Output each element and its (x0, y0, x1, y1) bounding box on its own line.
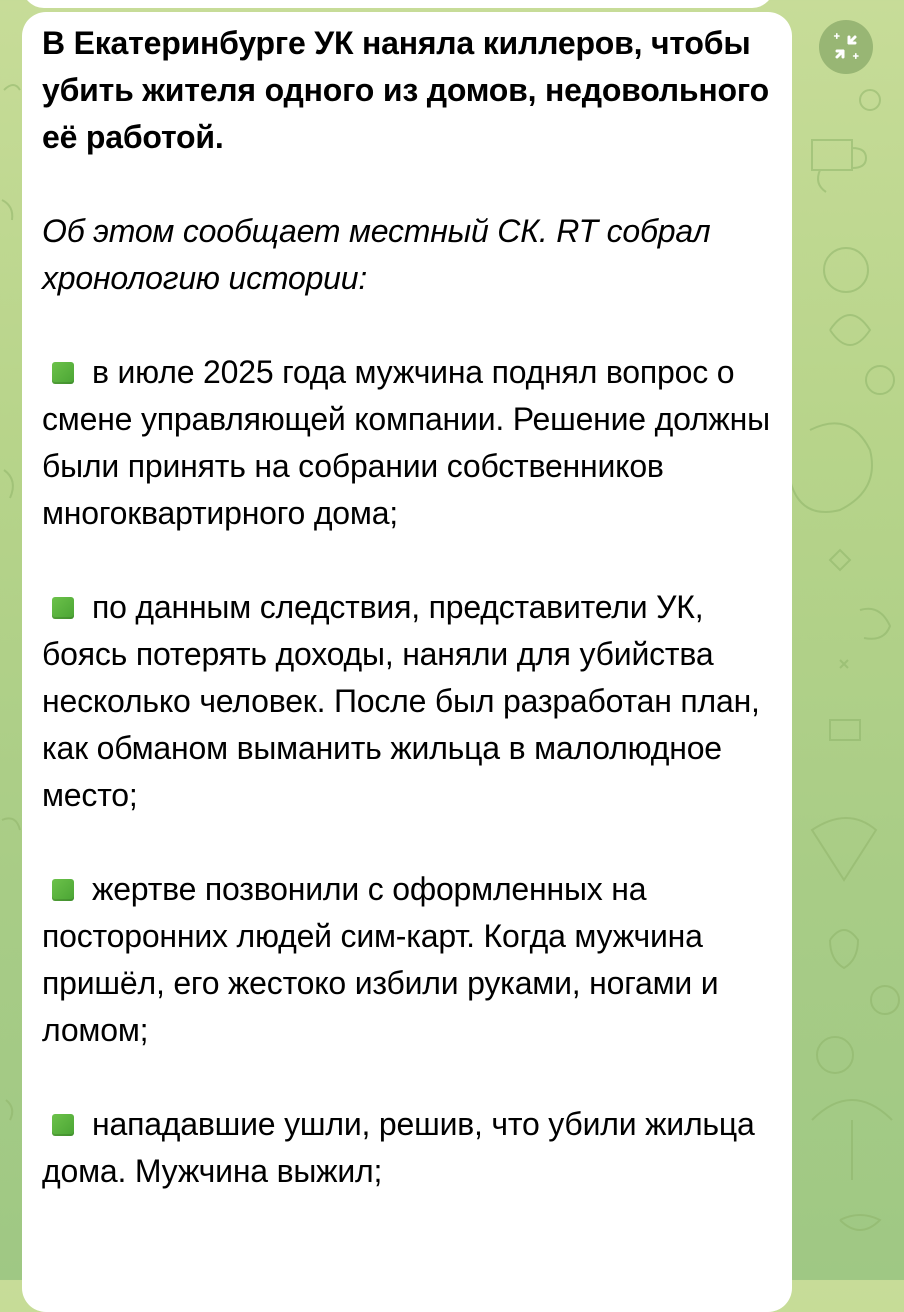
message-text (42, 20, 772, 1195)
paragraph-gap (42, 819, 772, 866)
collapse-button[interactable] (819, 20, 873, 74)
list-item (42, 866, 772, 1054)
list-item (42, 584, 772, 819)
list-item-text: нападавшие ушли, решив, что убили жильца дома. Мужчина выжил; (42, 1106, 755, 1189)
paragraph-gap (42, 302, 772, 349)
list-item-text: по данным следствия, представители УК, боясь потерять доходы, наняли для убийства несколько человек. После был разработан план, как обманом выманить жильца в малолюдное место; (42, 589, 760, 813)
message-headline: В Екатеринбурге УК наняла киллеров, чтобы убить жителя одного из домов, недовольного её работой. (42, 25, 769, 155)
message-intro: Об этом сообщает местный СК. RT собрал хронологию истории: (42, 213, 711, 296)
previous-message-bubble (22, 0, 774, 8)
paragraph-gap (42, 1054, 772, 1101)
green-square-icon (52, 597, 74, 619)
list-item-text: жертве позвонили с оформленных на посторонних людей сим-карт. Когда мужчина пришёл, его жестоко избили руками, ногами и ломом; (42, 871, 719, 1048)
paragraph-gap (42, 537, 772, 584)
green-square-icon (52, 879, 74, 901)
green-square-icon (52, 1114, 74, 1136)
list-item-text: в июле 2025 года мужчина поднял вопрос о смене управляющей компании. Решение должны были принять на собрании собственников многоквартирного дома; (42, 354, 770, 531)
green-square-icon (52, 362, 74, 384)
paragraph-gap (42, 161, 772, 208)
list-item (42, 349, 772, 537)
list-item (42, 1101, 772, 1195)
collapse-arrows-icon (819, 20, 873, 74)
